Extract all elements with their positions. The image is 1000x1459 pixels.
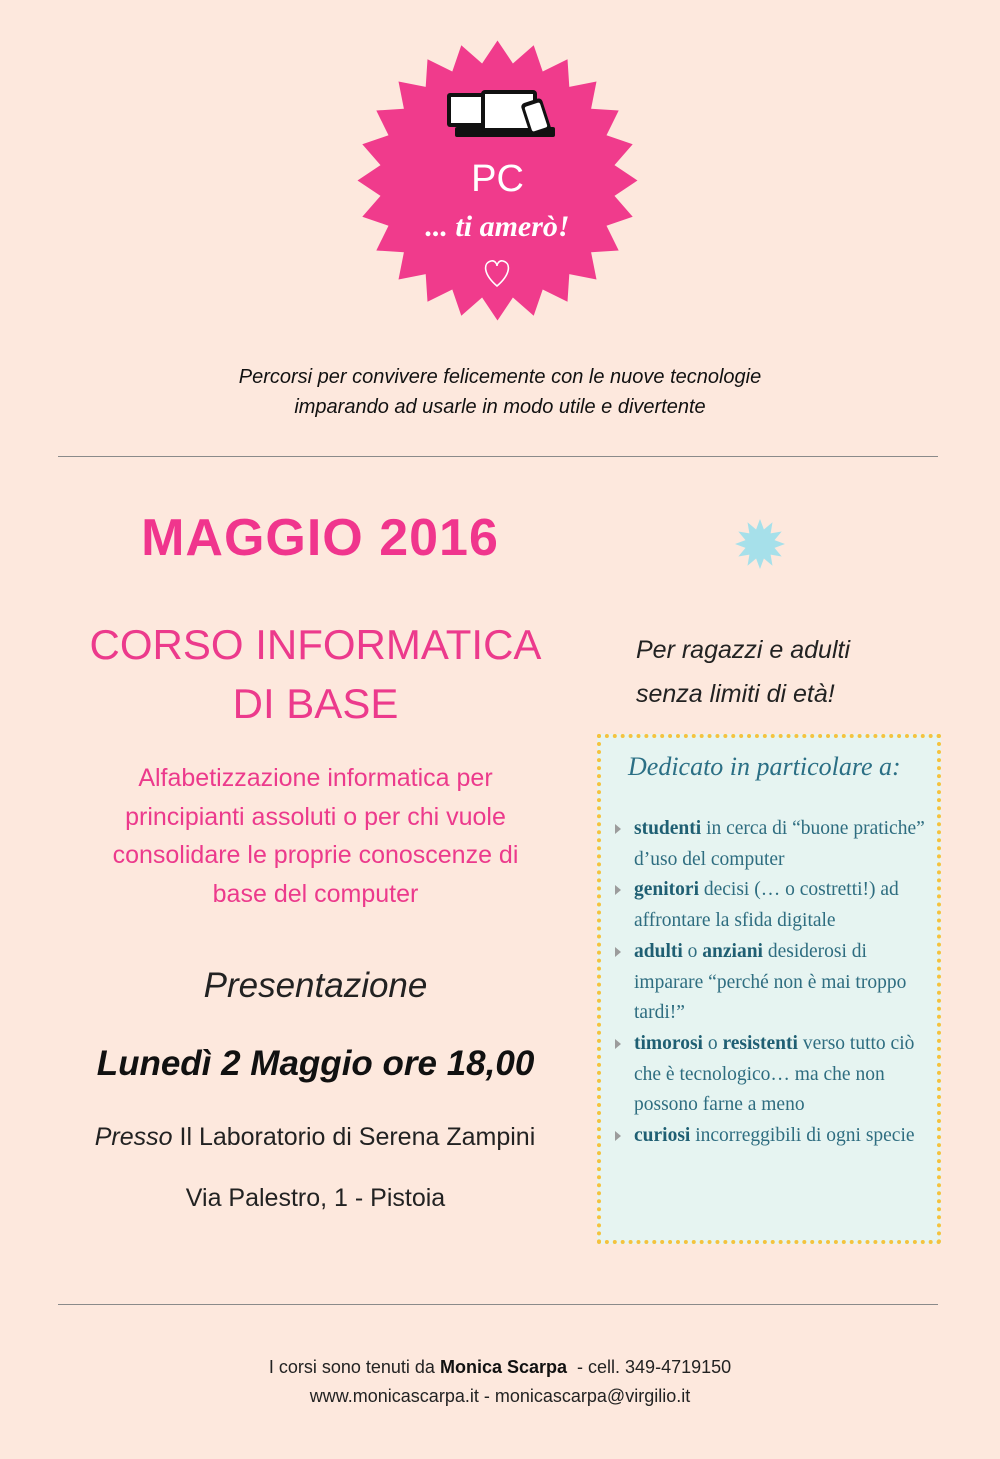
list-item: studenti in cerca di “buone pratiche” d’uso del computer — [612, 814, 932, 875]
audience-box-title: Dedicato in particolare a: — [628, 752, 901, 781]
presentation-label: Presentazione — [203, 966, 428, 1005]
intro-line-1: Percorsi per convivere felicemente con le nuove tecnologie — [238, 366, 762, 388]
audience-list — [612, 814, 932, 1152]
list-item: timorosi o resistenti verso tutto ciò che è tecnologico… ma che non possono farne a meno — [612, 1029, 932, 1121]
bullet-icon — [615, 947, 621, 957]
description-line: consolidare le proprie conoscenze di — [112, 841, 519, 869]
divider-bottom — [58, 1304, 938, 1305]
bullet-icon — [615, 824, 621, 834]
description-line: base del computer — [212, 879, 419, 908]
list-item: adulti o anziani desiderosi di imparare “perché non è mai troppo tardi!” — [612, 937, 932, 1029]
audience-line-1: Per ragazzi e adulti — [636, 636, 851, 664]
badge-tagline: ... ti amerò! — [425, 210, 570, 243]
month-heading: MAGGIO 2016 — [141, 509, 499, 567]
badge-title: PC — [471, 158, 524, 200]
divider-top — [58, 456, 938, 457]
star-shape — [735, 519, 785, 569]
bullet-icon — [615, 885, 621, 895]
event-date: Lunedì 2 Maggio ore 18,00 — [96, 1044, 535, 1083]
star-icon — [734, 518, 786, 570]
description-line: Alfabetizzazione informatica per — [138, 764, 493, 792]
course-title-line-2: DI BASE — [232, 680, 399, 727]
place-prefix: Presso — [94, 1123, 173, 1151]
audience-line-2: senza limiti di età! — [636, 680, 835, 708]
intro-line-2: imparando ad usarle in modo utile e divertente — [294, 396, 706, 418]
instructor-phone: - cell. 349-4719150 — [577, 1357, 732, 1377]
footer-prefix: I corsi sono tenuti da — [268, 1357, 435, 1377]
instructor-name: Monica Scarpa — [439, 1357, 568, 1377]
event-address: Via Palestro, 1 - Pistoia — [185, 1184, 446, 1212]
list-item: curiosi incorreggibili di ogni specie — [612, 1121, 932, 1152]
bullet-icon — [615, 1039, 621, 1049]
footer-line-1 — [0, 1357, 1000, 1378]
event-place — [40, 1123, 590, 1152]
footer-separator: - — [483, 1386, 490, 1406]
course-title-line-1: CORSO INFORMATICA — [89, 621, 542, 668]
course-description — [58, 759, 573, 913]
audience-statement — [636, 628, 956, 716]
place-name: Il Laboratorio di Serena Zampini — [179, 1123, 536, 1151]
footer-line-2 — [0, 1386, 1000, 1407]
bullet-icon — [615, 1131, 621, 1141]
website-link[interactable]: www.monicascarpa.it — [309, 1386, 479, 1406]
list-item: genitori decisi (… o costretti!) ad affrontare la sfida digitale — [612, 875, 932, 936]
email-link[interactable]: monicascarpa@virgilio.it — [494, 1386, 691, 1406]
description-line: principianti assoluti o per chi vuole — [125, 802, 506, 831]
